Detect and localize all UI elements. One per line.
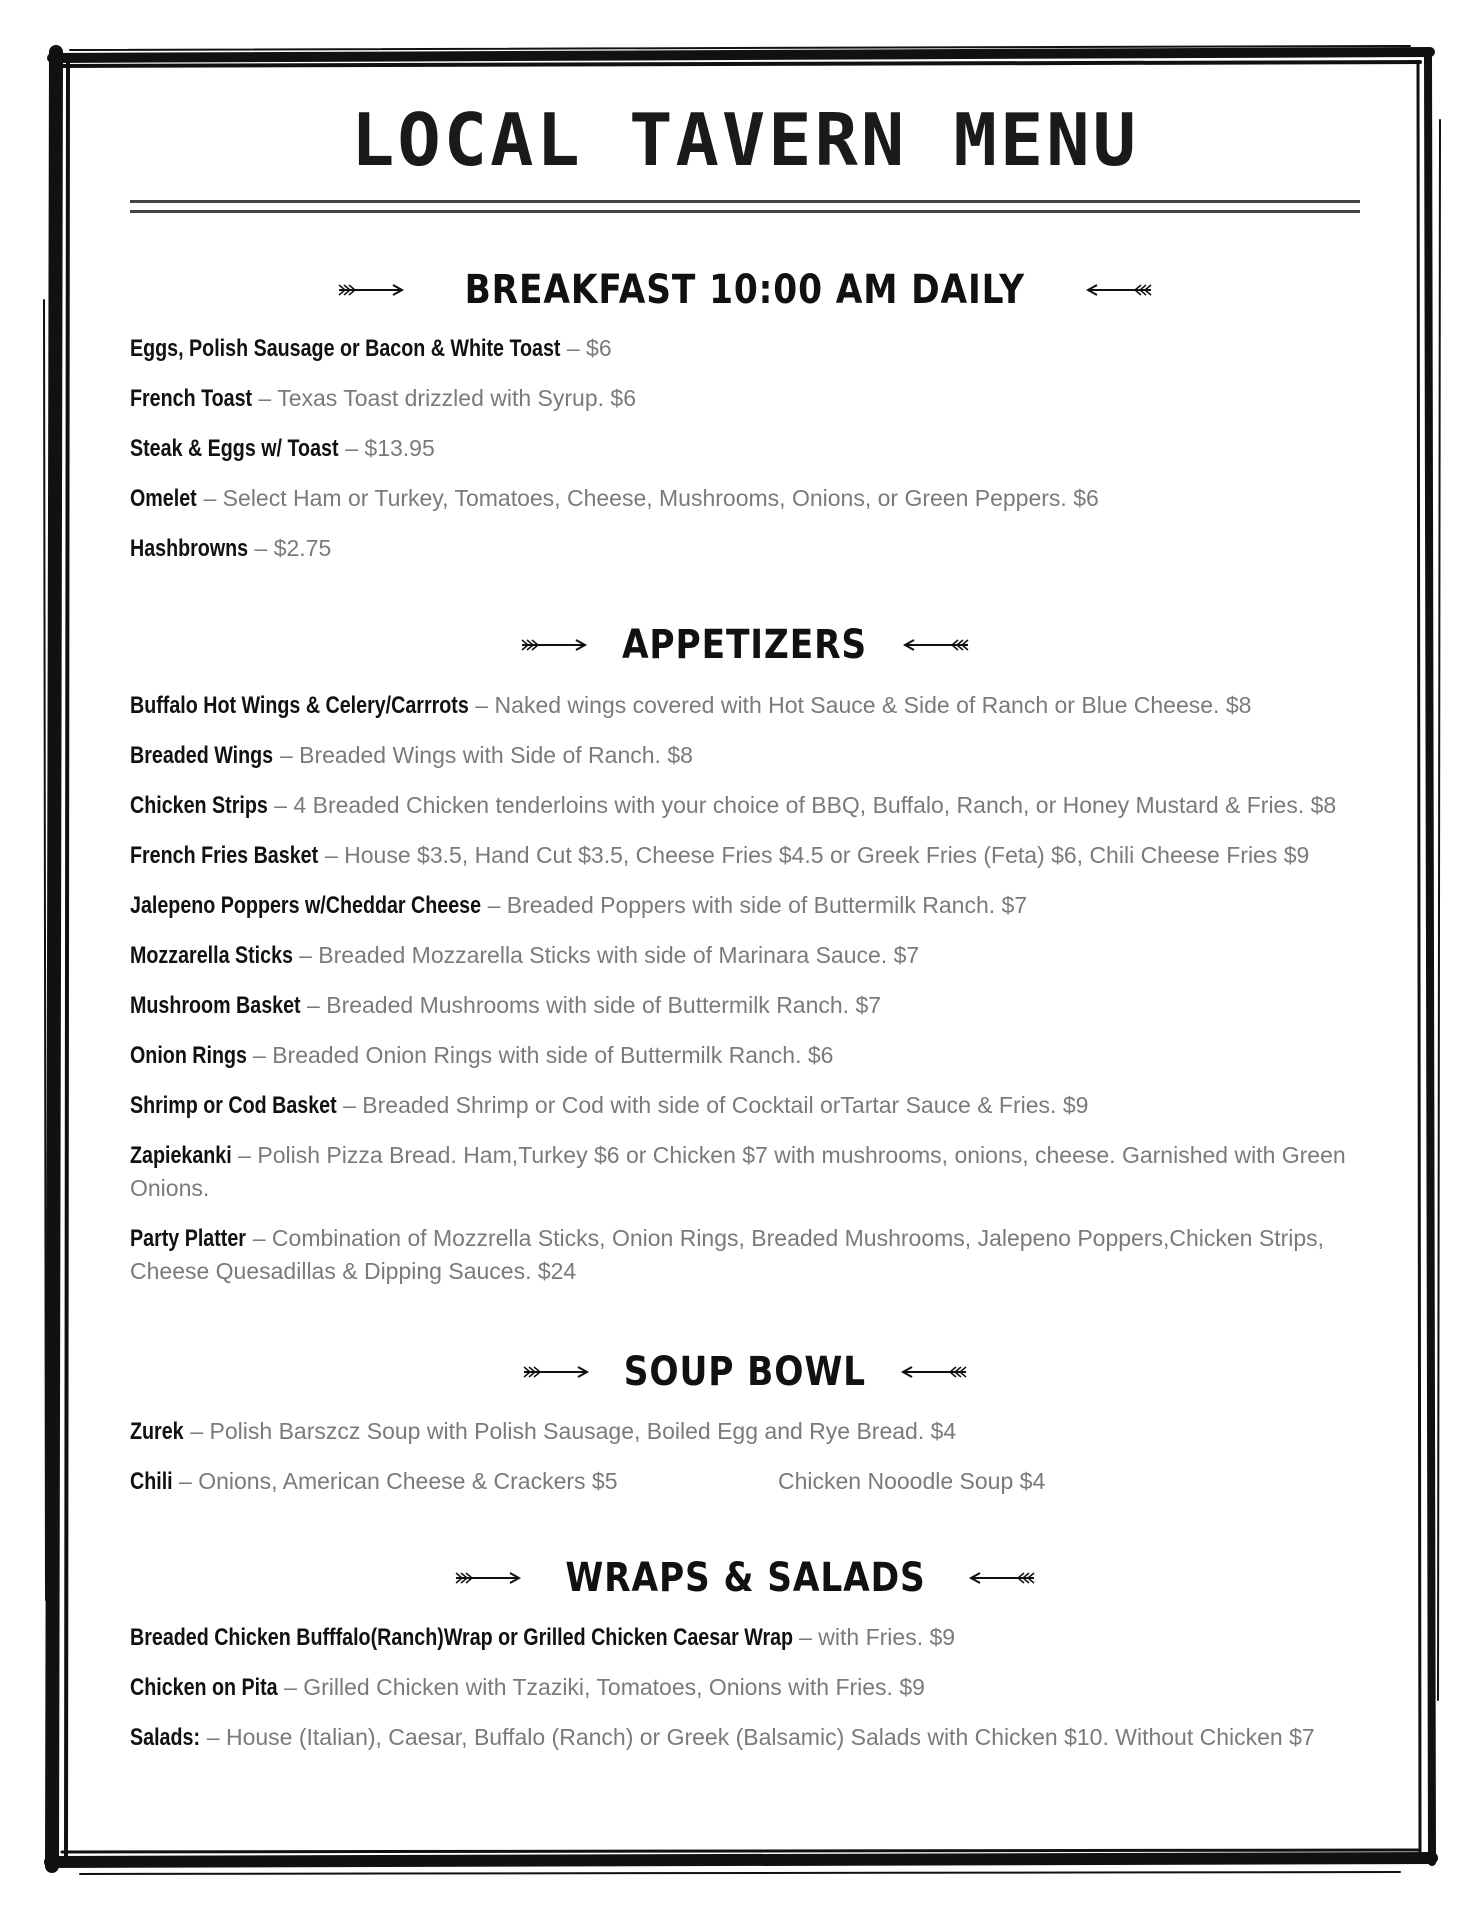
- item-description: – Naked wings covered with Hot Sauce & Side of Ranch or Blue Cheese. $8: [468, 692, 1252, 718]
- item-extra: Chicken Nooodle Soup $4: [778, 1468, 1046, 1494]
- item-name: Breaded Wings: [130, 742, 274, 769]
- list-item: [130, 1465, 1360, 1498]
- item-description: – House (Italian), Caesar, Buffalo (Ranch) or Greek (Balsamic) Salads with Chicken $10. Without Chicken $7: [200, 1724, 1315, 1750]
- list-item: [130, 1139, 1360, 1205]
- list-item: [130, 989, 1360, 1022]
- item-description: – Breaded Mushrooms with side of Buttermilk Ranch. $7: [300, 992, 882, 1018]
- item-name: Zurek: [130, 1418, 184, 1445]
- item-name: Hashbrowns: [130, 535, 249, 562]
- list-item: [130, 1621, 1360, 1654]
- item-name: Mozzarella Sticks: [130, 942, 293, 969]
- item-description: – 4 Breaded Chicken tenderloins with your choice of BBQ, Buffalo, Ranch, or Honey Mustard & Fries. $8: [267, 792, 1337, 818]
- item-name: Onion Rings: [130, 1042, 247, 1069]
- item-name: Chili: [130, 1468, 173, 1495]
- title-divider-top: [130, 200, 1360, 203]
- item-description: – with Fries. $9: [792, 1624, 956, 1650]
- list-item: [130, 889, 1360, 922]
- appetizers-heading-text: APPETIZERS: [622, 622, 868, 668]
- list-item: [130, 1222, 1360, 1288]
- list-item: [130, 839, 1360, 872]
- item-name: Buffalo Hot Wings & Celery/Carrrots: [130, 692, 469, 719]
- wraps-heading: [130, 1555, 1360, 1601]
- list-item: [130, 789, 1360, 822]
- list-item: [130, 1721, 1360, 1754]
- item-description: – Grilled Chicken with Tzaziki, Tomatoes, Onions with Fries. $9: [277, 1674, 925, 1700]
- list-item: [130, 1671, 1360, 1704]
- item-name: Party Platter: [130, 1225, 246, 1252]
- item-name: Zapiekanki: [130, 1142, 232, 1169]
- item-name: Chicken Strips: [130, 792, 268, 819]
- item-description: – $13.95: [338, 435, 435, 461]
- item-name: Shrimp or Cod Basket: [130, 1092, 337, 1119]
- list-item: [130, 1415, 1360, 1448]
- menu-page: [130, 0, 1360, 1920]
- item-name: Jalepeno Poppers w/Cheddar Cheese: [130, 892, 482, 919]
- item-description: – Texas Toast drizzled with Syrup. $6: [252, 385, 637, 411]
- wraps-heading-text: WRAPS & SALADS: [564, 1555, 926, 1601]
- item-description: – Polish Barszcz Soup with Polish Sausage, Boiled Egg and Rye Bread. $4: [183, 1418, 957, 1444]
- list-item: [130, 1039, 1360, 1072]
- item-description: – Onions, American Cheese & Crackers $5: [172, 1468, 618, 1494]
- list-item: [130, 689, 1360, 722]
- item-description: – Breaded Shrimp or Cod with side of Cocktail orTartar Sauce & Fries. $9: [336, 1092, 1089, 1118]
- item-description: – House $3.5, Hand Cut $3.5, Cheese Fries $4.5 or Greek Fries (Feta) $6, Chili Cheese Fries $9: [318, 842, 1310, 868]
- arrow-right-icon: [454, 1570, 522, 1586]
- list-item: [130, 739, 1360, 772]
- item-name: Chicken on Pita: [130, 1674, 278, 1701]
- appetizers-heading: [130, 622, 1360, 668]
- arrow-right-icon: [522, 1364, 590, 1380]
- soup-heading-text: SOUP BOWL: [623, 1349, 867, 1395]
- item-description: – $6: [560, 335, 612, 361]
- list-item: [130, 332, 1360, 365]
- item-description: – Breaded Mozzarella Sticks with side of Marinara Sauce. $7: [292, 942, 920, 968]
- item-name: Mushroom Basket: [130, 992, 301, 1019]
- list-item: [130, 382, 1360, 415]
- item-description: – Breaded Wings with Side of Ranch. $8: [273, 742, 693, 768]
- list-item: [130, 482, 1360, 515]
- item-name: Salads:: [130, 1724, 201, 1751]
- list-item: [130, 1089, 1360, 1122]
- arrow-left-icon: [902, 637, 970, 653]
- soup-heading: [130, 1349, 1360, 1395]
- arrow-left-icon: [968, 1570, 1036, 1586]
- item-name: French Toast: [130, 385, 253, 412]
- title-divider-bottom: [130, 210, 1360, 213]
- item-name: French Fries Basket: [130, 842, 319, 869]
- list-item: [130, 532, 1360, 565]
- item-name: Eggs, Polish Sausage or Bacon & White Toast: [130, 335, 561, 362]
- item-description: – $2.75: [248, 535, 332, 561]
- item-description: – Polish Pizza Bread. Ham,Turkey $6 or Chicken $7 with mushrooms, onions, cheese. Garnished with Green Onions.: [130, 1142, 1346, 1201]
- item-name: Breaded Chicken Bufffalo(Ranch)Wrap or Grilled Chicken Caesar Wrap: [130, 1624, 794, 1651]
- item-name: Steak & Eggs w/ Toast: [130, 435, 339, 462]
- arrow-left-icon: [900, 1364, 968, 1380]
- list-item: [130, 939, 1360, 972]
- menu-title: LOCAL TAVERN MENU: [351, 98, 1139, 182]
- item-description: – Breaded Poppers with side of Buttermilk Ranch. $7: [481, 892, 1028, 918]
- item-name: Omelet: [130, 485, 197, 512]
- item-description: – Breaded Onion Rings with side of Buttermilk Ranch. $6: [246, 1042, 834, 1068]
- arrow-right-icon: [337, 282, 405, 298]
- breakfast-heading: [130, 267, 1360, 313]
- arrow-left-icon: [1085, 282, 1153, 298]
- list-item: [130, 432, 1360, 465]
- arrow-right-icon: [520, 637, 588, 653]
- breakfast-heading-text: BREAKFAST 10:00 AM DAILY: [464, 267, 1026, 313]
- item-description: – Select Ham or Turkey, Tomatoes, Cheese, Mushrooms, Onions, or Green Peppers. $6: [197, 485, 1099, 511]
- item-description: – Combination of Mozzrella Sticks, Onion Rings, Breaded Mushrooms, Jalepeno Poppers,Chicken Strips, Cheese Quesadillas & Dipping Sauces. $24: [130, 1225, 1325, 1284]
